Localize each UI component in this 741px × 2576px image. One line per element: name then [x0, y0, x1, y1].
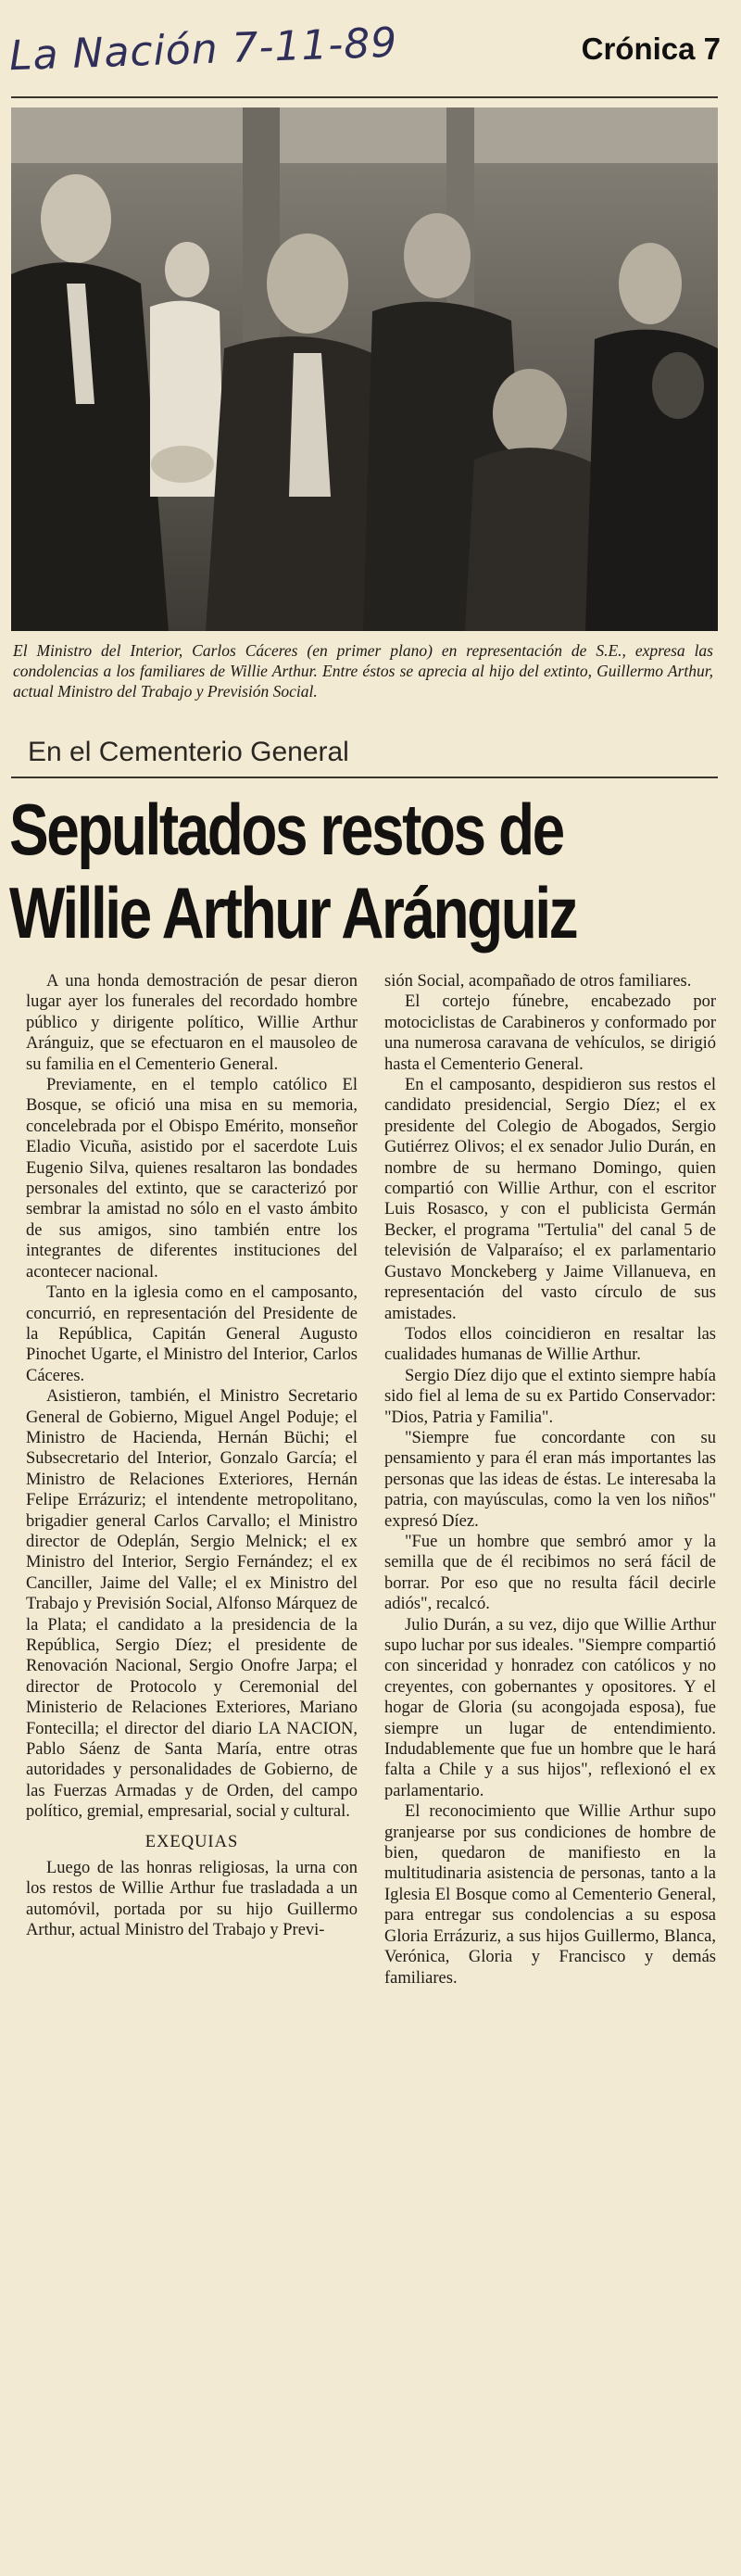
- article-paragraph: Sergio Díez dijo que el extinto siempre había sido fiel al lema de su ex Partido Conservador: "Dios, Patria y Familia".: [384, 1366, 716, 1427]
- article-kicker: En el Cementerio General: [28, 737, 349, 767]
- photo-illustration: [11, 107, 718, 631]
- article-paragraph: Previamente, en el templo católico El Bosque, se ofició una misa en su memoria, concelebrada por el Obispo Emérito, monseñor Eladio Vicuña, asistido por el sacerdote Luis Eugenio Silva, quienes resaltaron las bondades personales del extinto, que se caracterizó por sembrar la amistad no sólo en el vasto ámbito de sus amigos, sino también entre los integrantes de diferentes instituciones del acontecer nacional.: [26, 1076, 358, 1282]
- headline-line-2: Willie Arthur Aránguiz: [9, 872, 577, 953]
- article-subhead: EXEQUIAS: [144, 1832, 239, 1851]
- article-paragraph: Julio Durán, a su vez, dijo que Willie Arthur supo luchar por sus ideales. "Siempre compartió con sinceridad y honradez con católicos y no creyentes, con gobernantes y opositores. Y el hogar de Gloria (su acongojada esposa), fue siempre un lugar de entendimiento. Indudablemente que fue un hombre que le hará falta a Chile y a sus hijos", reflexionó el ex parlamentario.: [384, 1615, 716, 1800]
- article-headline: [9, 788, 732, 954]
- article-paragraph: Todos ellos coincidieron en resaltar las cualidades humanas de Willie Arthur.: [384, 1324, 716, 1365]
- article-column-left: [26, 971, 358, 1941]
- headline-line-1: Sepultados restos de: [9, 789, 563, 870]
- article-paragraph: "Siempre fue concordante con su pensamiento y para él eran más importantes las personas que las ideas de éstas. Le interesaba la patria, con mayúsculas, como la ven los niños" expresó Díez.: [384, 1428, 716, 1531]
- article-paragraph: Asistieron, también, el Ministro Secretario General de Gobierno, Miguel Angel Poduje; el Ministro de Hacienda, Hernán Büchi; el Subsecretario del Interior, Gonzalo García; el Ministro de Relaciones Exteriores, Hernán Felipe Errázuriz; el intendente metropolitano, brigadier general Carlos Carvallo; el Ministro director de Odeplán, Sergio Melnick; el ex Ministro del Interior, Sergio Fernández; el ex Canciller, Jaime del Valle; el ex Ministro del Trabajo y Previsión Social, Alfonso Márquez de la Plata; el candidato a la presidencia de la República, Sergio Díez; el presidente de Renovación Nacional, Sergio Onofre Jarpa; el director de Protocolo y Ceremonial del Ministerio de Relaciones Exteriores, Mariano Fontecilla; el director del diario LA NACION, Pablo Sáenz de Santa María, entre otras autoridades y personalidades de Gobierno, de las Fuerzas Armadas y de Orden, del campo político, gremial, empresarial, social y cultural.: [26, 1387, 358, 1822]
- article-paragraph: "Fue un hombre que sembró amor y la semilla que de él recibimos no será fácil de borrar. Por eso que no resulta fácil decirle adiós", recalcó.: [384, 1532, 716, 1614]
- article-paragraph: El reconocimiento que Willie Arthur supo granjearse por sus condiciones de hombre de bien, quedaron de manifiesto en la multitudinaria asistencia de personas, tanto a la Iglesia El Bosque como al Cementerio General, para entregar sus condolencias a su esposa Gloria Errázuriz, a sus hijos Guillermo, Blanca, Verónica, Gloria y Francisco y demás familiares.: [384, 1802, 716, 1988]
- article-column-right: [384, 971, 716, 1989]
- news-photo: [11, 107, 718, 631]
- top-divider: [11, 96, 718, 98]
- article-paragraph: Luego de las honras religiosas, la urna con los restos de Willie Arthur fue trasladada a un automóvil, portada por su hijo Guillermo Arthur, actual Ministro del Trabajo y Previ-: [26, 1859, 358, 1940]
- article-paragraph: A una honda demostración de pesar dieron lugar ayer los funerales del recordado hombre público y dirigente político, Willie Arthur Aránguiz, que se efectuaron en el mausoleo de su familia en el Cementerio General.: [26, 972, 358, 1074]
- article-paragraph: El cortejo fúnebre, encabezado por motociclistas de Carabineros y conformado por una numerosa caravana de vehículos, se dirigió hasta el Cementerio General.: [384, 992, 716, 1074]
- kicker-divider: [11, 777, 718, 778]
- handwritten-date-note: La Nación 7-11-89: [8, 19, 399, 81]
- photo-caption: El Ministro del Interior, Carlos Cáceres (en primer plano) en representación de S.E., expresa las condolencias a los familiares de Willie Arthur. Entre éstos se aprecia al hijo del extinto, Guillermo Arthur, actual Ministro del Trabajo y Previsión Social.: [13, 641, 713, 701]
- section-page-label: Crónica 7: [581, 32, 721, 66]
- article-paragraph: En el camposanto, despidieron sus restos el candidato presidencial, Sergio Díez; el ex presidente del Colegio de Abogados, Sergio Gutiérrez Olivos; el ex senador Julio Durán, en nombre de su hermano Domingo, quien compartió con Willie Arthur, con el escritor Luis Rosasco, y con el publicista Germán Becker, el programa "Tertulia" del canal 5 de televisión de Valparaíso; el ex parlamentario Gustavo Monckeberg y Jaime Villanueva, en representación del vasto círculo de sus amistades.: [384, 1076, 716, 1323]
- article-paragraph: sión Social, acompañado de otros familiares.: [384, 972, 692, 991]
- article-paragraph: Tanto en la iglesia como en el camposanto, concurrió, en representación del Presidente de la República, Capitán General Augusto Pinochet Ugarte, el Ministro del Interior, Carlos Cáceres.: [26, 1283, 358, 1385]
